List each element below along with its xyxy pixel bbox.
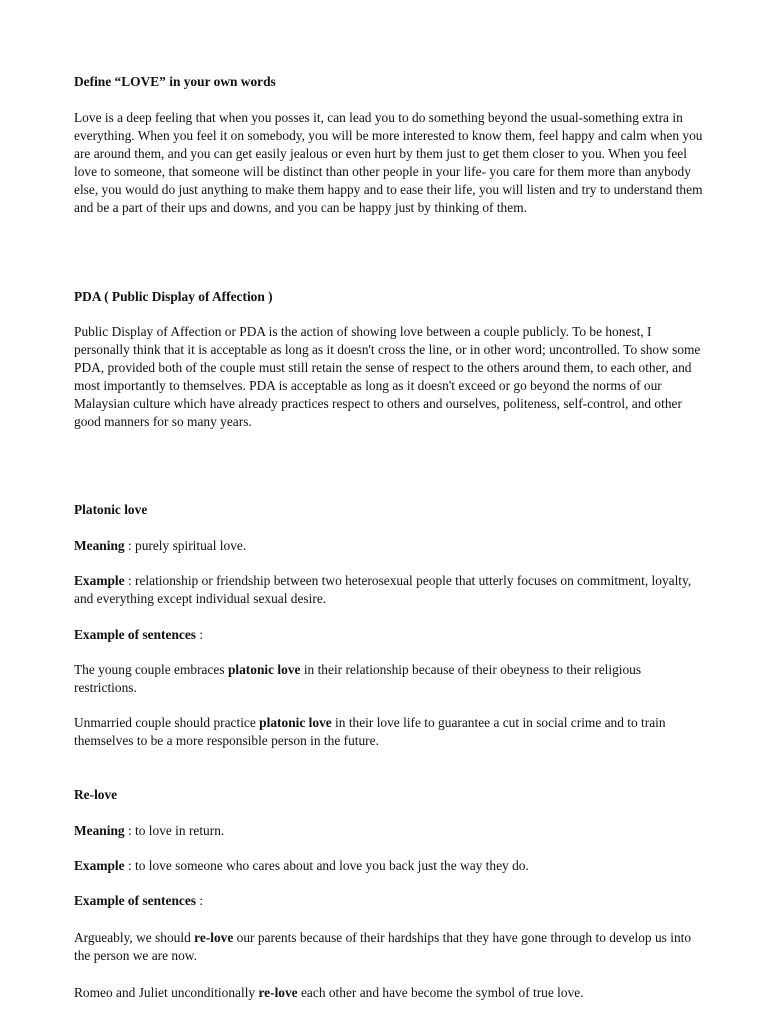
relove-sentence-2 — [74, 984, 704, 1002]
platonic-example — [74, 572, 704, 608]
meaning-label: Meaning — [74, 823, 125, 838]
example-text: : relationship or friendship between two heterosexual people that utterly focuses on commitment, loyalty, and everything except individual sexual desire. — [74, 573, 692, 606]
sentence-text: in their relationship because of their obeyness to their religious restrictions. — [74, 662, 642, 695]
platonic-sentences-label — [74, 626, 704, 644]
love-heading: Define “LOVE” in your own words — [74, 74, 276, 89]
meaning-label: Meaning — [74, 538, 125, 553]
example-label: Example — [74, 858, 125, 873]
sentence-text: Argueably, we should — [74, 930, 195, 945]
sentences-colon: : — [196, 893, 204, 908]
sentence-text: Romeo and Juliet unconditionally — [74, 985, 259, 1000]
meaning-text: : purely spiritual love. — [124, 538, 247, 553]
meaning-text: : to love in return. — [124, 823, 225, 838]
sentence-text: our parents because of their hardships that they have gone through to develop us into the person we are now. — [74, 930, 692, 963]
relove-sentence-1 — [74, 929, 704, 965]
example-text: : to love someone who cares about and love you back just the way they do. — [124, 858, 529, 873]
sentence-keyword: platonic love — [259, 715, 332, 730]
sentence-keyword: re-love — [194, 930, 234, 945]
love-paragraph: Love is a deep feeling that when you posses it, can lead you to do something beyond the usual-something extra in everything. When you feel it on somebody, you will be more interested to know them, feel happy and calm when you are around them, and you can get easily jealous or even hurt by them just to get them closer to you. When you feel love to someone, that someone will be distinct than other people in your life- you care for them more than anybody else, you would do just anything to make them happy and to ease their life, you will listen and try to understand them and be a part of their ups and downs, and you can be happy just by thinking of them. — [74, 110, 703, 215]
sentence-text: in their love life to guarantee a cut in social crime and to train themselves to be a more responsible person in the future. — [74, 715, 666, 748]
platonic-sentence-2 — [74, 714, 704, 750]
relove-example — [74, 857, 704, 875]
sentences-colon: : — [196, 627, 204, 642]
platonic-heading: Platonic love — [74, 502, 148, 517]
sentence-keyword: platonic love — [227, 662, 301, 677]
sentence-text: each other and have become the symbol of true love. — [297, 985, 584, 1000]
pda-heading: PDA ( Public Display of Affection ) — [74, 289, 273, 304]
platonic-sentence-1 — [74, 661, 704, 697]
example-label: Example — [74, 573, 125, 588]
pda-paragraph: Public Display of Affection or PDA is the action of showing love between a couple publicly. To be honest, I personally think that it is acceptable as long as it doesn't cross the line, or in other word; uncontrolled. To show some PDA, provided both of the couple must still retain the sense of respect to the others around them, to each other, and most importantly to themselves. PDA is acceptable as long as it doesn't exceed or go beyond the norms of our Malaysian culture which have already practices respect to others and ourselves, politeness, self-control, and other good manners for so many years. — [74, 324, 701, 429]
relove-sentences-label — [74, 892, 704, 910]
sentences-label: Example of sentences — [74, 627, 196, 642]
sentence-text: The young couple embraces — [74, 662, 228, 677]
relove-meaning — [74, 822, 704, 840]
sentence-keyword: re-love — [258, 985, 298, 1000]
platonic-meaning — [74, 537, 704, 555]
sentence-text: Unmarried couple should practice — [74, 715, 260, 730]
relove-heading: Re-love — [74, 787, 118, 802]
sentences-label: Example of sentences — [74, 893, 196, 908]
